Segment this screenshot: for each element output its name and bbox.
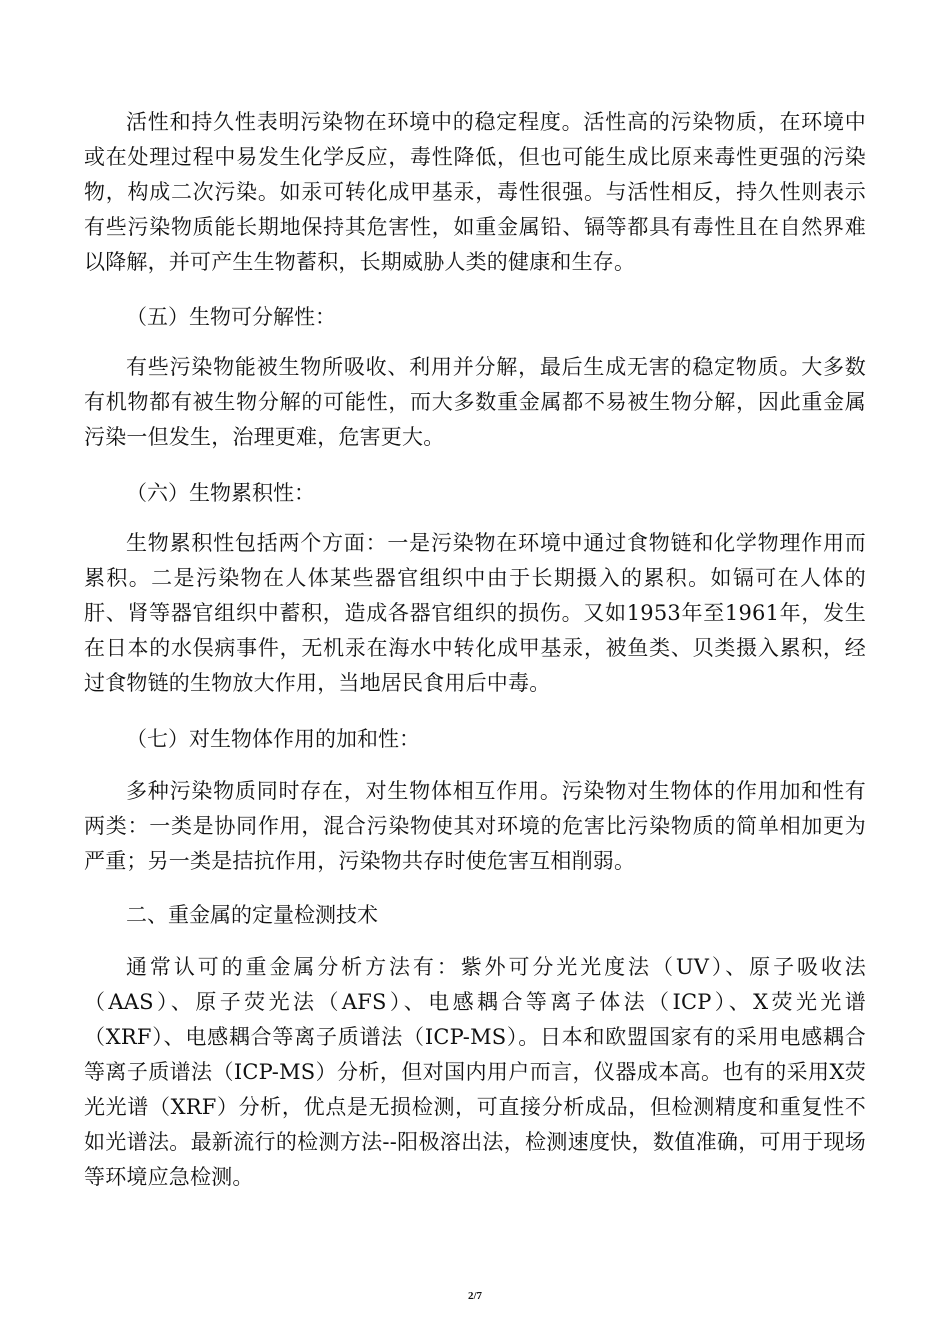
paragraph-detection-methods: 通常认可的重金属分析方法有：紫外可分光光度法（UV）、原子吸收法（AAS）、原子荧光法（AFS）、电感耦合等离子体法（ICP）、X荧光光谱（XRF）、电感耦合等离子质谱法（ICP-MS）。日本和欧盟国家有的采用电感耦合等离子质谱法（ICP-MS）分析，但对国内用户而言，仪器成本高。也有的采用X荧光光谱（XRF）分析，优点是无损检测，可直接分析成品，但检测精度和重复性不如光谱法。最新流行的检测方法--阳极溶出法，检测速度快，数值准确，可用于现场等环境应急检测。 [84, 955, 866, 1189]
heading-additivity: （七）对生物体作用的加和性： [126, 727, 420, 751]
paragraph-additivity: 多种污染物质同时存在，对生物体相互作用。污染物对生物体的作用加和性有两类：一类是协同作用，混合污染物使其对环境的危害比污染物质的简单相加更为严重；另一类是拮抗作用，污染物共存时使危害互相削弱。 [84, 779, 866, 873]
section-heading-detection-techniques: 二、重金属的定量检测技术 [126, 903, 378, 927]
heading-biodegradability: （五）生物可分解性： [126, 305, 336, 329]
page-number: 2/7 [467, 1290, 483, 1302]
heading-bioaccumulation: （六）生物累积性： [126, 481, 315, 505]
paragraph-bioaccumulation: 生物累积性包括两个方面：一是污染物在环境中通过食物链和化学物理作用而累积。二是污染物在人体某些器官组织中由于长期摄入的累积。如镉可在人体的肝、肾等器官组织中蓄积，造成各器官组织的损伤。又如1953年至1961年，发生在日本的水俣病事件，无机汞在海水中转化成甲基汞，被鱼类、贝类摄入累积，经过食物链的生物放大作用，当地居民食用后中毒。 [84, 531, 866, 695]
paragraph-activity-persistence: 活性和持久性表明污染物在环境中的稳定程度。活性高的污染物质，在环境中或在处理过程中易发生化学反应，毒性降低，但也可能生成比原来毒性更强的污染物，构成二次污染。如汞可转化成甲基汞，毒性很强。与活性相反，持久性则表示有些污染物质能长期地保持其危害性，如重金属铅、镉等都具有毒性且在自然界难以降解，并可产生生物蓄积，长期威胁人类的健康和生存。 [84, 110, 866, 274]
paragraph-biodegradability: 有些污染物能被生物所吸收、利用并分解，最后生成无害的稳定物质。大多数有机物都有被生物分解的可能性，而大多数重金属都不易被生物分解，因此重金属污染一但发生，治理更难，危害更大。 [84, 355, 866, 449]
